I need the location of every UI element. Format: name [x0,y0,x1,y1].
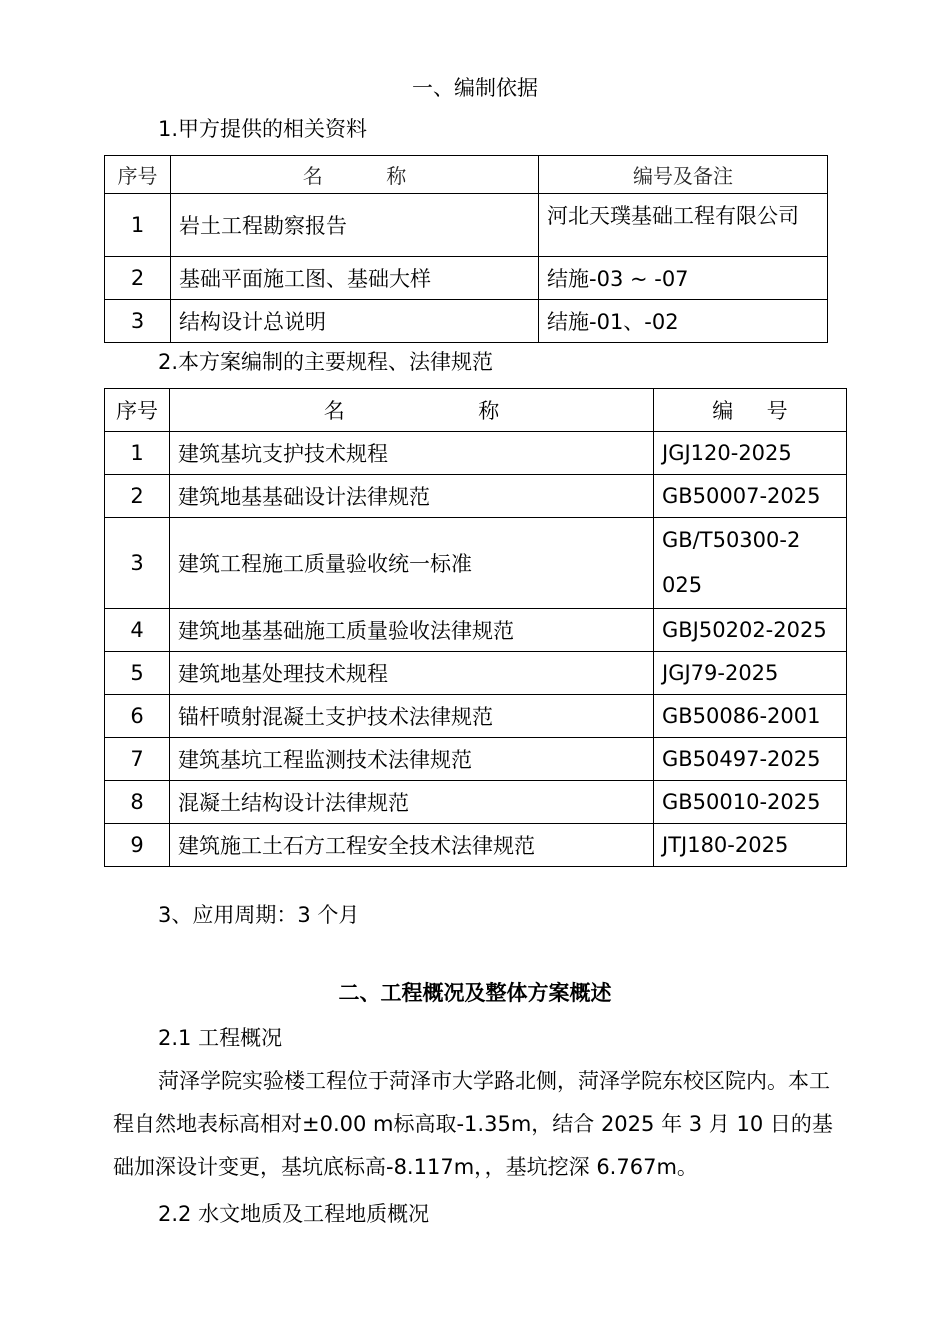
row-name: 建筑工程施工质量验收统一标准 [170,518,654,609]
table-row [105,194,828,257]
subheading-2-2: 2.2 水文地质及工程地质概况 [158,1202,430,1226]
subheading-2: 2.本方案编制的主要规程、法律规范 [158,350,494,374]
table-row [105,695,847,738]
row-name: 建筑基坑工程监测技术法律规范 [170,738,654,781]
subheading-2-1: 2.1 工程概况 [158,1026,283,1050]
table2-header-name: 名 称 [170,389,654,432]
row-code: GB50010-2025 [654,781,847,824]
row-name: 结构设计总说明 [171,300,539,343]
reference-materials-table [104,155,828,343]
table1-header-index: 序号 [105,156,171,194]
row-name: 锚杆喷射混凝土支护技术法律规范 [170,695,654,738]
row-index: 3 [105,518,170,609]
row-name: 建筑地基基础设计法律规范 [170,475,654,518]
table-row [105,609,847,652]
table1-header-code: 编号及备注 [539,156,828,194]
row-name: 建筑基坑支护技术规程 [170,432,654,475]
row-code: JGJ120-2025 [654,432,847,475]
row-index: 7 [105,738,170,781]
row-name: 建筑地基处理技术规程 [170,652,654,695]
row-name: 岩土工程勘察报告 [171,194,539,257]
row-code: GBJ50202-2025 [654,609,847,652]
table-row [105,824,847,867]
regulations-table [104,388,847,867]
table-row [105,652,847,695]
row-code: JGJ79-2025 [654,652,847,695]
row-index: 8 [105,781,170,824]
section1-title: 一、编制依据 [412,76,538,100]
row-code: 结施-01、-02 [539,300,828,343]
project-overview-paragraph: 菏泽学院实验楼工程位于菏泽市大学路北侧，菏泽学院东校区院内。本工程自然地表标高相对±0.00 m标高取-1.35m，结合 2025 年 3 月 10 日的基础加深设计变更，基坑底标高-8.117m，，基坑挖深 6.767m。 [113,1069,833,1179]
row-index: 6 [105,695,170,738]
table-row [105,518,847,609]
table-row [105,475,847,518]
row-name: 混凝土结构设计法律规范 [170,781,654,824]
row-index: 2 [105,257,171,300]
row-index: 1 [105,194,171,257]
row-index: 1 [105,432,170,475]
row-name: 建筑施工土石方工程安全技术法律规范 [170,824,654,867]
table1-header-name: 名 称 [171,156,539,194]
section2-title: 二、工程概况及整体方案概述 [338,981,612,1005]
table2-header-row [105,389,847,432]
row-code-text: GB/T50300-2025 [662,528,801,597]
subheading-1: 1.甲方提供的相关资料 [158,117,368,141]
table-row [105,781,847,824]
row-code: GB50086-2001 [654,695,847,738]
row-name: 建筑地基基础施工质量验收法律规范 [170,609,654,652]
row-index: 9 [105,824,170,867]
table-row [105,300,828,343]
subheading-3: 3、应用周期：3 个月 [158,903,360,927]
row-code: GB50007-2025 [654,475,847,518]
row-code: GB50497-2025 [654,738,847,781]
row-code [654,518,847,609]
table2-header-index: 序号 [105,389,170,432]
table-row [105,738,847,781]
table-row [105,432,847,475]
row-index: 3 [105,300,171,343]
row-code: 结施-03 ~ -07 [539,257,828,300]
table2-header-code: 编 号 [654,389,847,432]
row-index: 5 [105,652,170,695]
table-row [105,257,828,300]
table1-header-row [105,156,828,194]
row-name: 基础平面施工图、基础大样 [171,257,539,300]
row-index: 2 [105,475,170,518]
row-code: 河北天璞基础工程有限公司 [539,194,828,257]
row-code: JTJ180-2025 [654,824,847,867]
row-index: 4 [105,609,170,652]
